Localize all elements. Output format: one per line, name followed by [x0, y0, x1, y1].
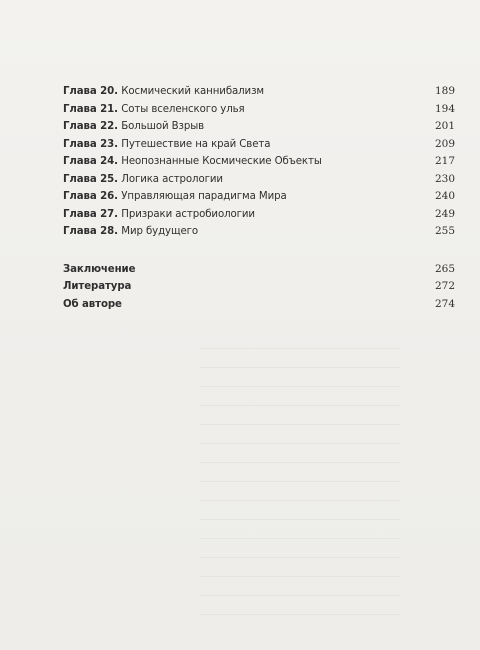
toc-entry-literature[interactable]: [63, 278, 455, 296]
back-matter-list: [63, 261, 455, 314]
page-number: 265: [434, 262, 455, 275]
chapter-number: Глава 21.: [63, 103, 118, 115]
page-number: 209: [434, 137, 455, 150]
chapter-number: Глава 22.: [63, 121, 118, 132]
toc-entry-chapter-22[interactable]: [63, 117, 455, 135]
toc-entry-chapter-27[interactable]: [63, 205, 455, 223]
toc-entry-label: [63, 170, 223, 189]
bleed-through-texture: [200, 330, 400, 630]
page-number: 249: [434, 207, 455, 220]
chapter-number: Глава 24.: [63, 156, 118, 167]
dot-leader: [208, 121, 429, 131]
toc-entry-label: [63, 135, 270, 154]
dot-leader: [268, 86, 429, 96]
page-number: 240: [434, 190, 455, 202]
chapter-title: Управляющая парадигма Мира: [121, 191, 287, 202]
page-number: 189: [434, 85, 455, 97]
page-number: 230: [434, 172, 455, 185]
toc-entry-label: [63, 82, 264, 101]
chapter-title: Логика астрологии: [121, 173, 223, 185]
toc-entry-label: [63, 205, 255, 224]
chapter-title: Неопознанные Космические Объекты: [121, 156, 322, 167]
dot-leader: [135, 282, 429, 292]
toc-entry-chapter-26[interactable]: [63, 187, 455, 205]
dot-leader: [259, 208, 429, 218]
toc-entry-label: [63, 152, 322, 171]
chapter-title: Путешествие на край Света: [121, 138, 271, 150]
page-number: 217: [434, 155, 455, 167]
toc-entry-conclusion[interactable]: [63, 261, 455, 279]
dot-leader: [139, 264, 429, 274]
toc-entry-chapter-25[interactable]: [63, 170, 455, 188]
dot-leader: [274, 138, 429, 148]
toc-entry-label: [63, 222, 198, 241]
chapter-number: Глава 25.: [63, 173, 118, 185]
chapter-number: Глава 28.: [63, 226, 118, 237]
table-of-contents: [63, 82, 455, 313]
chapter-number: Глава 23.: [63, 138, 118, 150]
dot-leader: [126, 299, 429, 309]
chapter-number: Глава 20.: [63, 86, 118, 97]
chapter-title: Мир будущего: [121, 226, 199, 237]
toc-entry-chapter-24[interactable]: [63, 152, 455, 170]
toc-entry-label: [63, 100, 245, 119]
dot-leader: [227, 173, 429, 183]
chapter-title: Соты вселенского улья: [121, 103, 245, 115]
toc-entry-chapter-21[interactable]: [63, 100, 455, 118]
toc-entry-chapter-28[interactable]: [63, 222, 455, 240]
toc-entry-about-author[interactable]: [63, 296, 455, 314]
section-title: Литература: [63, 281, 132, 292]
section-title: Заключение: [63, 263, 136, 275]
chapter-number: Глава 27.: [63, 208, 118, 220]
page-number: 194: [434, 102, 455, 115]
chapters-list: [63, 82, 455, 240]
chapter-title: Космический каннибализм: [121, 86, 264, 97]
dot-leader: [249, 103, 429, 113]
page-number: 201: [434, 120, 455, 132]
chapter-title: Большой Взрыв: [121, 121, 205, 132]
chapter-number: Глава 26.: [63, 191, 118, 202]
page-number: 272: [434, 280, 455, 292]
section-title: Об авторе: [63, 298, 122, 310]
dot-leader: [202, 226, 429, 236]
toc-entry-label: [63, 187, 287, 206]
dot-leader: [326, 156, 429, 166]
page-number: 274: [434, 297, 455, 310]
toc-entry-chapter-20[interactable]: [63, 82, 455, 100]
chapter-title: Призраки астробиологии: [121, 208, 255, 220]
toc-entry-label: [63, 117, 204, 136]
dot-leader: [291, 191, 429, 201]
page-number: 255: [434, 225, 455, 237]
toc-entry-chapter-23[interactable]: [63, 135, 455, 153]
